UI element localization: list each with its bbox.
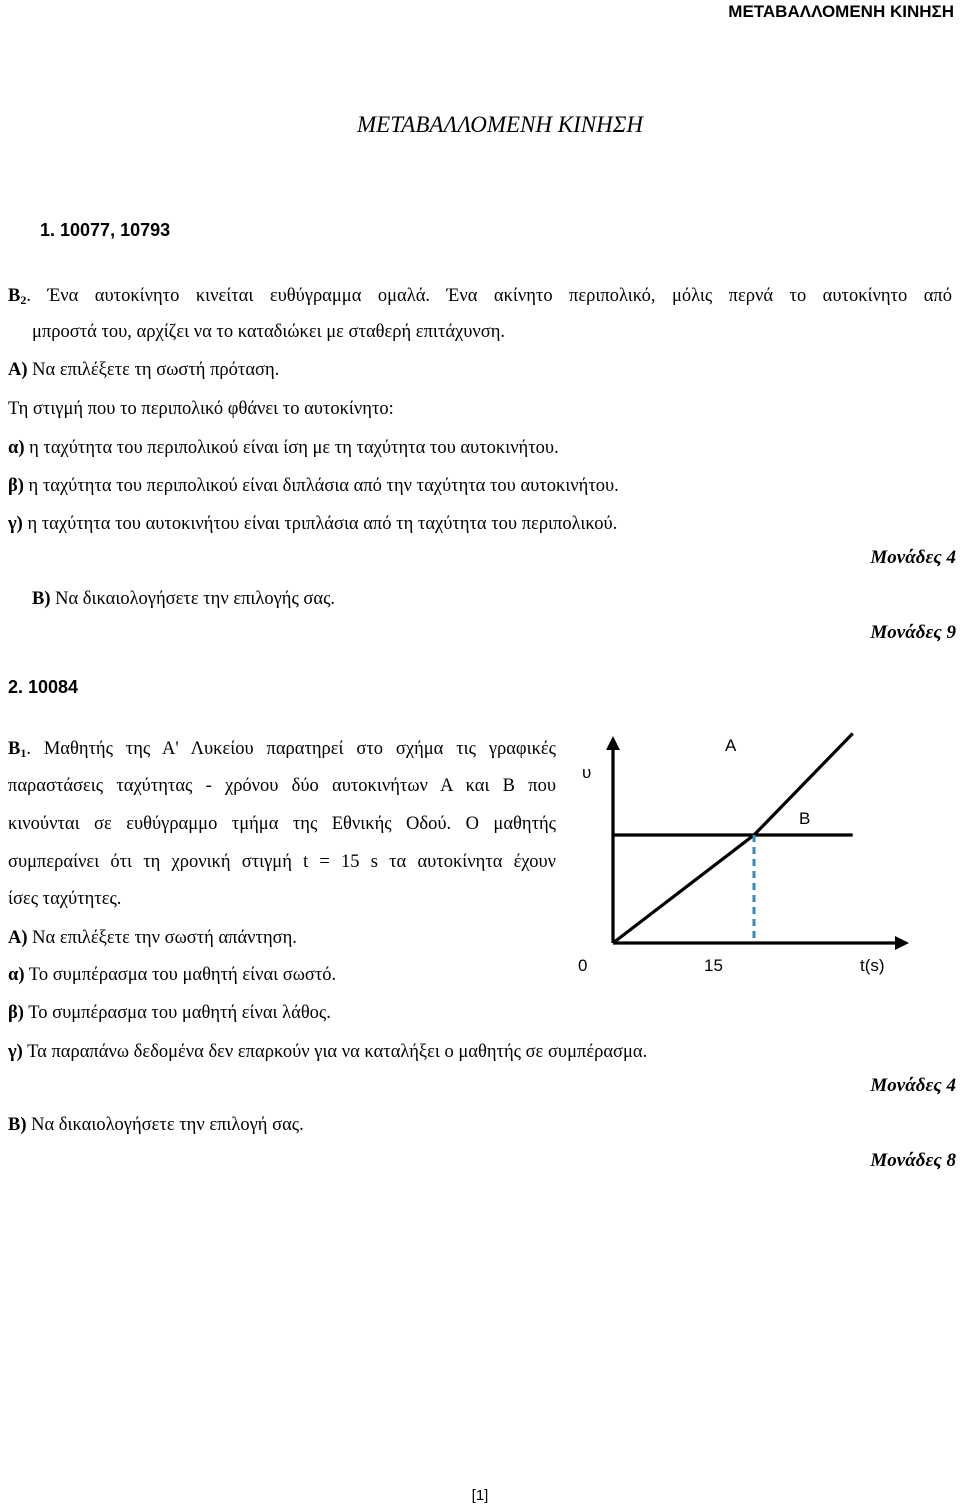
- q2-option-a-label: α): [8, 965, 25, 985]
- document-title: ΜΕΤΑΒΑΛΛΟΜΕΝΗ ΚΙΝΗΣΗ: [357, 112, 643, 137]
- tick-label-15: 15: [704, 956, 723, 975]
- q2-intro-line2: παραστάσεις ταχύτητας - χρόνου δύο αυτοκινήτων Α και Β που: [8, 776, 556, 796]
- q1-intro-text1: . Ένα αυτοκίνητο κινείται ευθύγραμμα ομαλά. Ένα ακίνητο περιπολικό, μόλις περνά το αυτοκίνητο από: [26, 286, 952, 306]
- y-axis-arrow: [606, 736, 620, 750]
- q2-part-b-label: Β): [8, 1115, 27, 1135]
- origin-label: 0: [578, 956, 588, 975]
- q2-intro-line3: κινούνται σε ευθύγραμμο τμήμα της Εθνικής Οδού. Ο μαθητής: [8, 814, 556, 834]
- q1-marks-b: Μονάδες 9: [870, 622, 956, 643]
- q1-stem: Τη στιγμή που το περιπολικό φθάνει το αυτοκίνητο:: [8, 399, 394, 419]
- q1-option-a-text: η ταχύτητα του περιπολικού είναι ίση με τη ταχύτητα του αυτοκινήτου.: [24, 438, 559, 458]
- q1-part-a-label: Α): [8, 360, 28, 380]
- q2-label-letter: Β: [8, 739, 21, 759]
- q2-intro-line1: [8, 737, 556, 765]
- q1-option-b: [8, 474, 619, 498]
- q2-heading: 2. 10084: [8, 677, 79, 697]
- q2-option-c-label: γ): [8, 1042, 23, 1062]
- line-b-label: B: [799, 809, 811, 828]
- q2-option-b-text: Το συμπέρασμα του μαθητή είναι λάθος.: [23, 1003, 331, 1023]
- q1-option-a-label: α): [8, 438, 25, 458]
- series-line-a: [613, 733, 853, 943]
- page-number: [1]: [471, 1487, 489, 1504]
- q2-option-b: [8, 1001, 331, 1025]
- q2-part-a-label: Α): [8, 928, 28, 948]
- q1-option-c-label: γ): [8, 514, 23, 534]
- q1-heading: 1. 10077, 10793: [40, 220, 171, 240]
- line-a-label: A: [725, 736, 737, 755]
- q2-part-b: [8, 1113, 304, 1137]
- q2-option-b-label: β): [8, 1003, 24, 1023]
- q2-intro-line4: συμπεραίνει ότι τη χρονική στιγμή t = 15 s τα αυτοκίνητα έχουν: [8, 852, 556, 872]
- y-axis-label: υ: [582, 763, 592, 782]
- q1-option-b-label: β): [8, 476, 24, 496]
- running-header: ΜΕΤΑΒΑΛΛΟΜΕΝΗ ΚΙΝΗΣΗ: [728, 2, 954, 21]
- q1-intro-line2: μπροστά του, αρχίζει να το καταδιώκει με σταθερή επιτάχυνση.: [32, 322, 506, 342]
- q2-part-b-text: Να δικαιολογήσετε την επιλογή σας.: [26, 1115, 304, 1135]
- q1-part-a-text: Να επιλέξετε τη σωστή πρόταση.: [27, 360, 280, 380]
- q1-option-c: [8, 512, 617, 536]
- q1-intro-line1: [8, 284, 952, 312]
- q2-intro-line5: ίσες ταχύτητες.: [8, 889, 122, 909]
- q2-option-c: [8, 1040, 647, 1064]
- q2-label-sub: 1: [20, 746, 27, 760]
- q1-part-b-text: Να δικαιολογήσετε την επιλογής σας.: [50, 589, 336, 609]
- q1-part-a: [8, 358, 279, 382]
- q2-option-c-text: Τα παραπάνω δεδομένα δεν επαρκούν για να καταλήξει ο μαθητής σε συμπέρασμα.: [22, 1042, 648, 1062]
- q1-option-b-text: η ταχύτητα του περιπολικού είναι διπλάσια από την ταχύτητα του αυτοκινήτου.: [23, 476, 619, 496]
- q1-marks-a: Μονάδες 4: [870, 547, 956, 568]
- q2-marks-b: Μονάδες 8: [870, 1150, 956, 1171]
- q1-label-letter: Β: [8, 286, 21, 306]
- q1-part-b-label: Β): [32, 589, 51, 609]
- q2-option-a: [8, 963, 336, 987]
- x-axis-arrow: [895, 936, 909, 950]
- q2-option-a-text: Το συμπέρασμα του μαθητή είναι σωστό.: [24, 965, 337, 985]
- velocity-time-graph: [560, 725, 920, 985]
- q2-marks-a: Μονάδες 4: [870, 1075, 956, 1096]
- q2-intro-text1: . Μαθητής της Α' Λυκείου παρατηρεί στο σχήμα τις γραφικές: [26, 739, 556, 759]
- q1-option-a: [8, 436, 559, 460]
- q2-part-a-text: Να επιλέξετε την σωστή απάντηση.: [27, 928, 297, 948]
- q1-label-sub: 2: [20, 293, 27, 307]
- x-axis-label: t(s): [860, 956, 885, 975]
- q1-option-c-text: η ταχύτητα του αυτοκινήτου είναι τριπλάσια από τη ταχύτητα του περιπολικού.: [22, 514, 618, 534]
- q1-part-b: [32, 587, 335, 611]
- q2-part-a: [8, 926, 297, 950]
